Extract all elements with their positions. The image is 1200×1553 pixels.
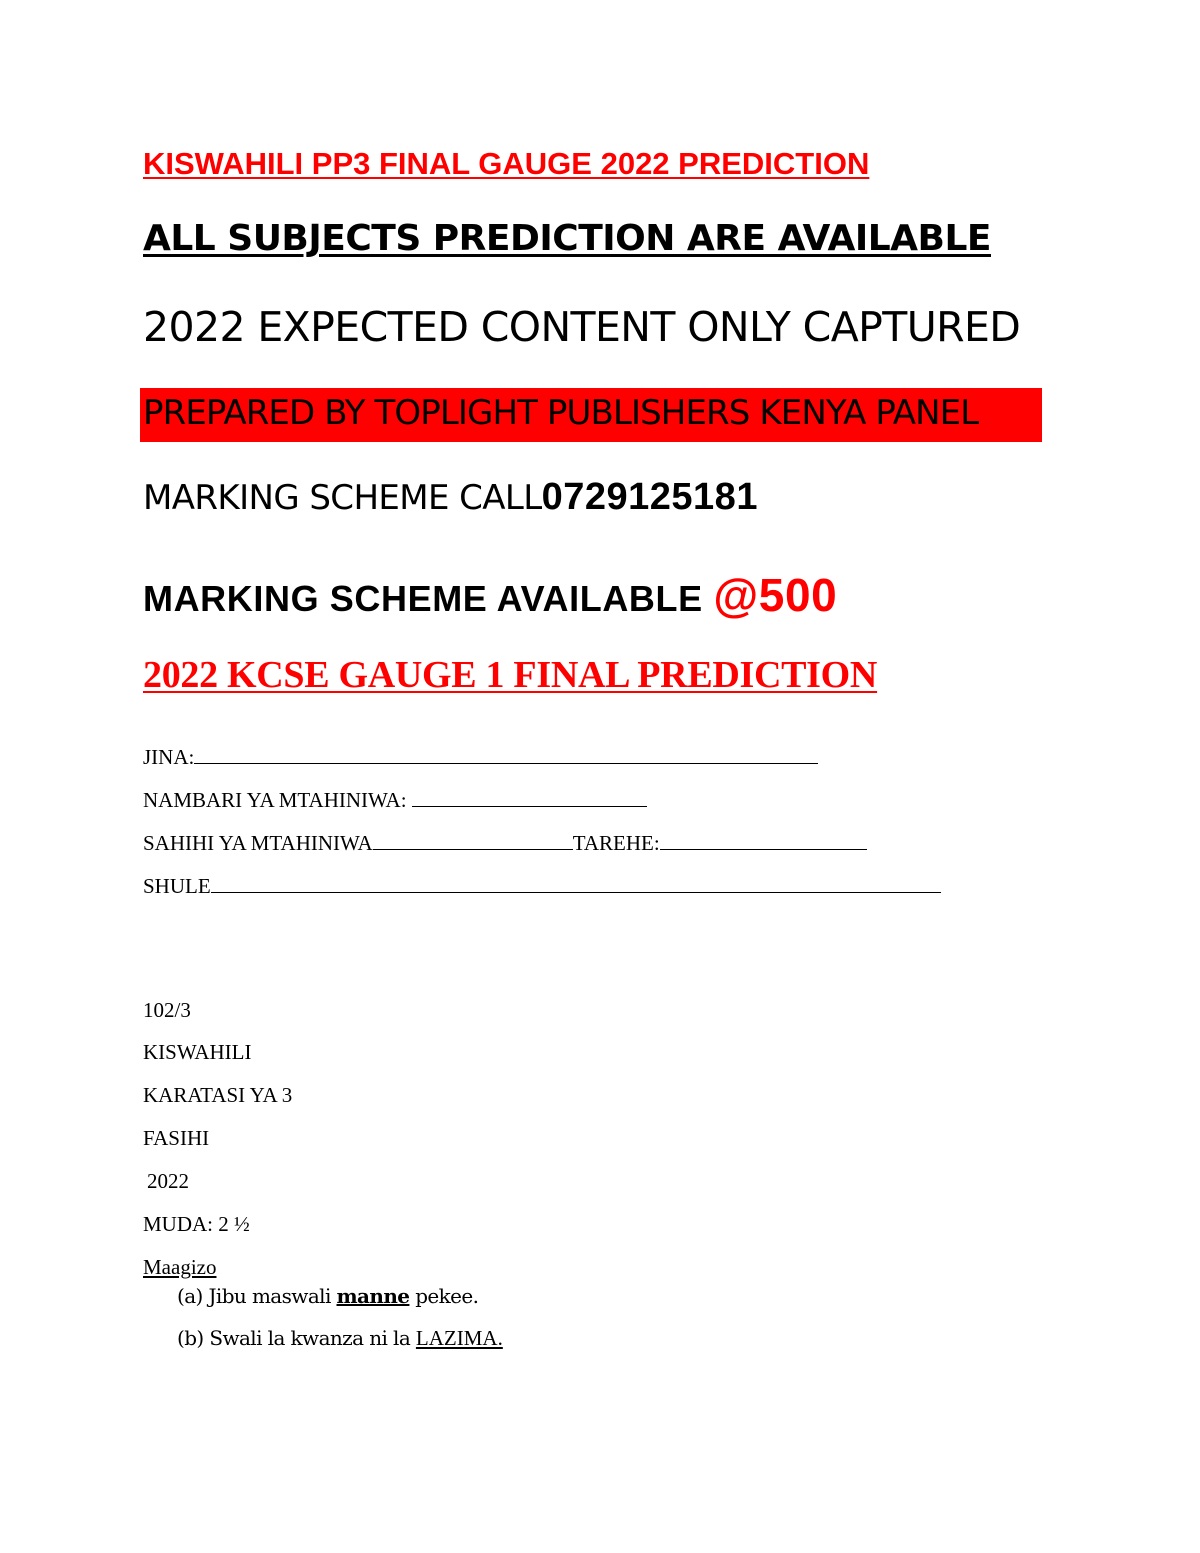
paper-number: KARATASI YA 3 bbox=[143, 1083, 293, 1107]
index-number-field bbox=[143, 788, 647, 813]
signature-date-field bbox=[143, 831, 867, 856]
school-blank-line[interactable] bbox=[211, 874, 941, 893]
marking-scheme-available bbox=[143, 568, 837, 622]
marking-scheme-call bbox=[143, 476, 758, 519]
instruction-text: Swali la kwanza ni la bbox=[203, 1326, 416, 1350]
paper-subject: KISWAHILI bbox=[143, 1040, 252, 1064]
expected-content-notice: 2022 EXPECTED CONTENT ONLY CAPTURED bbox=[143, 303, 1021, 351]
date-label: TAREHE: bbox=[572, 831, 660, 855]
available-label: MARKING SCHEME AVAILABLE bbox=[143, 578, 714, 619]
kcse-title: 2022 KCSE GAUGE 1 FINAL PREDICTION bbox=[143, 654, 878, 696]
index-blank-line[interactable] bbox=[412, 788, 647, 807]
instruction-marker: (a) bbox=[177, 1284, 203, 1308]
signature-label: SAHIHI YA MTAHINIWA bbox=[143, 831, 373, 855]
instruction-item bbox=[177, 1326, 503, 1351]
name-field bbox=[143, 745, 818, 770]
phone-number: 0729125181 bbox=[541, 476, 758, 518]
instruction-item bbox=[177, 1284, 478, 1308]
all-subjects-notice: ALL SUBJECTS PREDICTION ARE AVAILABLE bbox=[143, 218, 991, 259]
call-label: MARKING SCHEME CALL bbox=[143, 478, 542, 518]
prepared-by-text: PREPARED BY TOPLIGHT PUBLISHERS KENYA PANEL bbox=[143, 393, 979, 433]
instruction-emphasis: manne bbox=[336, 1284, 410, 1308]
signature-blank-line[interactable] bbox=[373, 831, 573, 850]
paper-year: 2022 bbox=[147, 1169, 189, 1193]
price: @500 bbox=[713, 569, 838, 621]
name-blank-line[interactable] bbox=[194, 745, 818, 764]
date-blank-line[interactable] bbox=[660, 831, 867, 850]
index-label: NAMBARI YA MTAHINIWA: bbox=[143, 788, 412, 812]
paper-code: 102/3 bbox=[143, 998, 191, 1022]
instruction-text-end: pekee. bbox=[409, 1284, 479, 1308]
document-title: KISWAHILI PP3 FINAL GAUGE 2022 PREDICTION bbox=[143, 146, 870, 181]
school-label: SHULE bbox=[143, 874, 211, 898]
paper-duration: MUDA: 2 ½ bbox=[143, 1212, 250, 1236]
name-label: JINA: bbox=[143, 745, 195, 769]
instruction-emphasis: LAZIMA. bbox=[415, 1326, 503, 1350]
instruction-text: Jibu maswali bbox=[202, 1284, 337, 1308]
instruction-marker: (b) bbox=[177, 1326, 204, 1350]
instructions-heading: Maagizo bbox=[143, 1255, 217, 1279]
school-field bbox=[143, 874, 941, 899]
paper-section: FASIHI bbox=[143, 1126, 210, 1150]
